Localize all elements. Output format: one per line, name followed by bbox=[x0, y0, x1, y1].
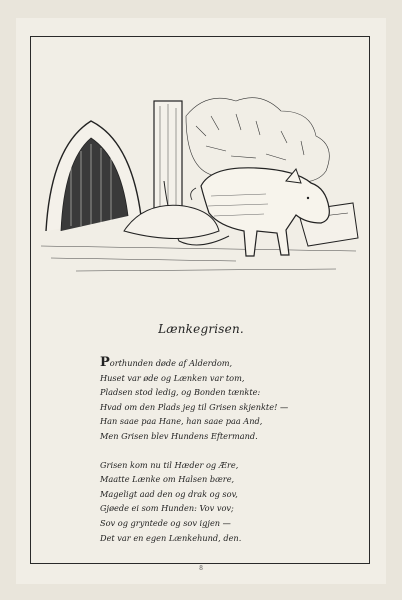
drop-cap: P bbox=[100, 355, 110, 370]
poem-body bbox=[100, 356, 360, 545]
pig-illustration bbox=[36, 86, 368, 286]
poem-line: Hvad om den Plads jeg til Grisen skjenkte! — bbox=[100, 401, 289, 412]
poem-line: Han saae paa Hane, han saae paa And, bbox=[100, 416, 263, 427]
poem-line: Men Grisen blev Hundens Eftermand. bbox=[100, 430, 258, 441]
poem-title: Lænkegrisen. bbox=[158, 322, 244, 336]
poem-line: Mageligt aad den og drak og sov, bbox=[100, 488, 238, 499]
poem-line: Maatte Lænke om Halsen bære, bbox=[100, 474, 235, 485]
poem-line: Det var en egen Lænkehund, den. bbox=[100, 532, 242, 543]
stanza-gap bbox=[100, 444, 360, 458]
poem-line: Huset var øde og Lænken var tom, bbox=[100, 372, 245, 383]
poem-line: Gjøede ei som Hunden: Vov vov; bbox=[100, 503, 234, 514]
page-number: 8 bbox=[199, 565, 203, 572]
poem-line: Grisen kom nu til Hæder og Ære, bbox=[100, 459, 239, 470]
poem-line: Sov og gryntede og sov igjen — bbox=[100, 517, 231, 528]
poem-line: Porthunden døde af Alderdom, bbox=[100, 355, 233, 370]
poem-line: Pladsen stod ledig, og Bonden tænkte: bbox=[100, 387, 261, 398]
